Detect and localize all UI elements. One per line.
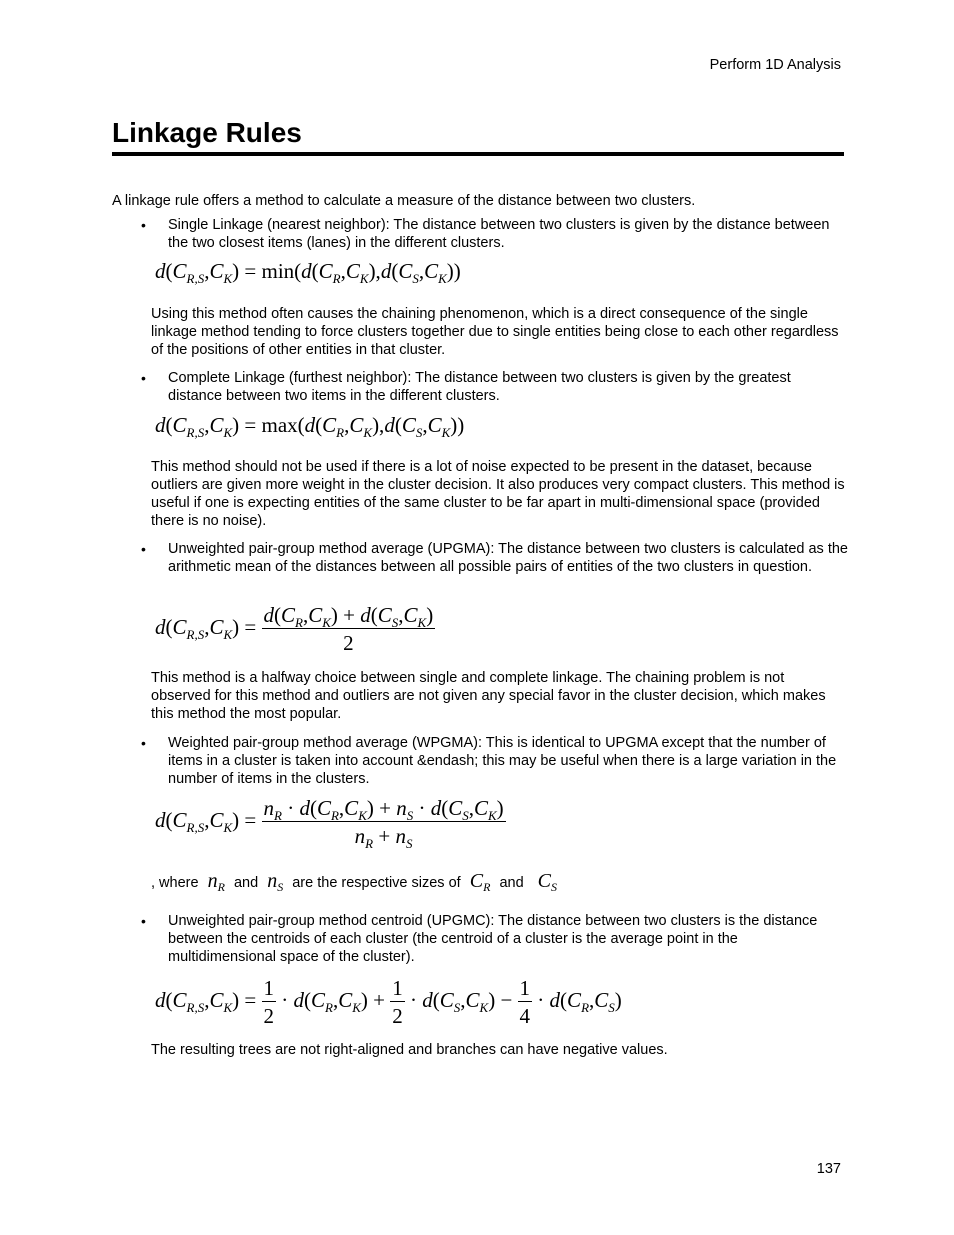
note-single-linkage: Using this method often causes the chaining phenomenon, which is a direct consequence of the single linkage method tending to force clusters together due to single entities being close to each other regardless of the positions of other entities in that cluster.	[151, 306, 839, 358]
symbol-cr: $C_R$	[464, 870, 491, 894]
list-item-complete-linkage: Complete Linkage (furthest neighbor): The distance between two clusters is given by the greatest distance between two items in the different clusters.	[168, 370, 791, 404]
bullet: •	[141, 735, 146, 751]
list-item-upgmc: Unweighted pair-group method centroid (UPGMC): The distance between two clusters is the distance between the centroids of each cluster (the centroid of a cluster is the average point in the multidimensional space of the cluster).	[168, 913, 818, 965]
formula-upgma: $d(C_{R,S},C_K)$ = $\frac{d(C_R,C_K) + d(C_S,C_K)}{2}$	[155, 603, 434, 655]
note-upgmc: The resulting trees are not right-aligned and branches can have negative values.	[151, 1042, 668, 1058]
running-header: Perform 1D Analysis	[709, 57, 841, 73]
bullet: •	[141, 913, 146, 929]
note-and-text: and	[499, 875, 524, 891]
page-title: Linkage Rules	[112, 117, 302, 148]
symbol-cs: $C_S$	[527, 870, 558, 894]
bullet: •	[141, 370, 146, 386]
list-item-upgma: Unweighted pair-group method average (UPGMA): The distance between two clusters is calculated as the arithmetic mean of the distances between all possible pairs of entities of the two clusters in question.	[168, 541, 848, 575]
bullet: •	[141, 541, 146, 557]
note-where-text: , where	[151, 875, 199, 891]
title-rule	[112, 152, 844, 156]
symbol-nr: $n_R$	[202, 870, 225, 894]
formula-single-linkage: $d(C_{R,S},C_K) = \min(d(C_R,C_K),d(C_S,C_K))$	[155, 259, 461, 286]
note-sizes-text: are the respective sizes of	[292, 875, 461, 891]
page-number: 137	[816, 1161, 841, 1177]
note-upgma: This method is a halfway choice between single and complete linkage. The chaining problem is not observed for this method and outliers are not given any special favor in the cluster decision, which makes this method the most popular.	[151, 670, 826, 722]
formula-upgmc: $d(C_{R,S},C_K)$ = $\frac{1}{2}$ · $d(C_R,C_K)$ + $\frac{1}{2}$ · $d(C_S,C_K)$ − $\frac{1}{4}$ · $d(C_R,C_S)$	[155, 976, 622, 1028]
note-and-text: and	[233, 875, 259, 891]
list-item-single-linkage: Single Linkage (nearest neighbor): The distance between two clusters is given by the distance between the two closest items (lanes) in the different clusters.	[168, 217, 830, 251]
intro-paragraph: A linkage rule offers a method to calculate a measure of the distance between two clusters.	[112, 193, 696, 209]
note-wpgma	[151, 872, 557, 892]
note-complete-linkage: This method should not be used if there is a lot of noise expected to be present in the dataset, because outliers are given more weight in the cluster decision. It also produces very compact clusters. This method is useful if one is expecting entities of the same cluster to be far apart in multi-dimensional space (provided there is no noise).	[151, 459, 845, 529]
symbol-ns: $n_S$	[262, 870, 284, 894]
formula-complete-linkage: $d(C_{R,S},C_K) = \max(d(C_R,C_K),d(C_S,C_K))$	[155, 413, 465, 440]
formula-wpgma: $d(C_{R,S},C_K)$ = $\frac{n_R \cdot d(C_R,C_K) + n_S \cdot d(C_S,C_K)}{n_R + n_S}$	[155, 796, 504, 851]
list-item-wpgma: Weighted pair-group method average (WPGMA): This is identical to UPGMA except that the number of items in a cluster is taken into account &endash; this may be useful when there is a large variation in the number of items in the clusters.	[168, 735, 837, 787]
bullet: •	[141, 217, 146, 233]
